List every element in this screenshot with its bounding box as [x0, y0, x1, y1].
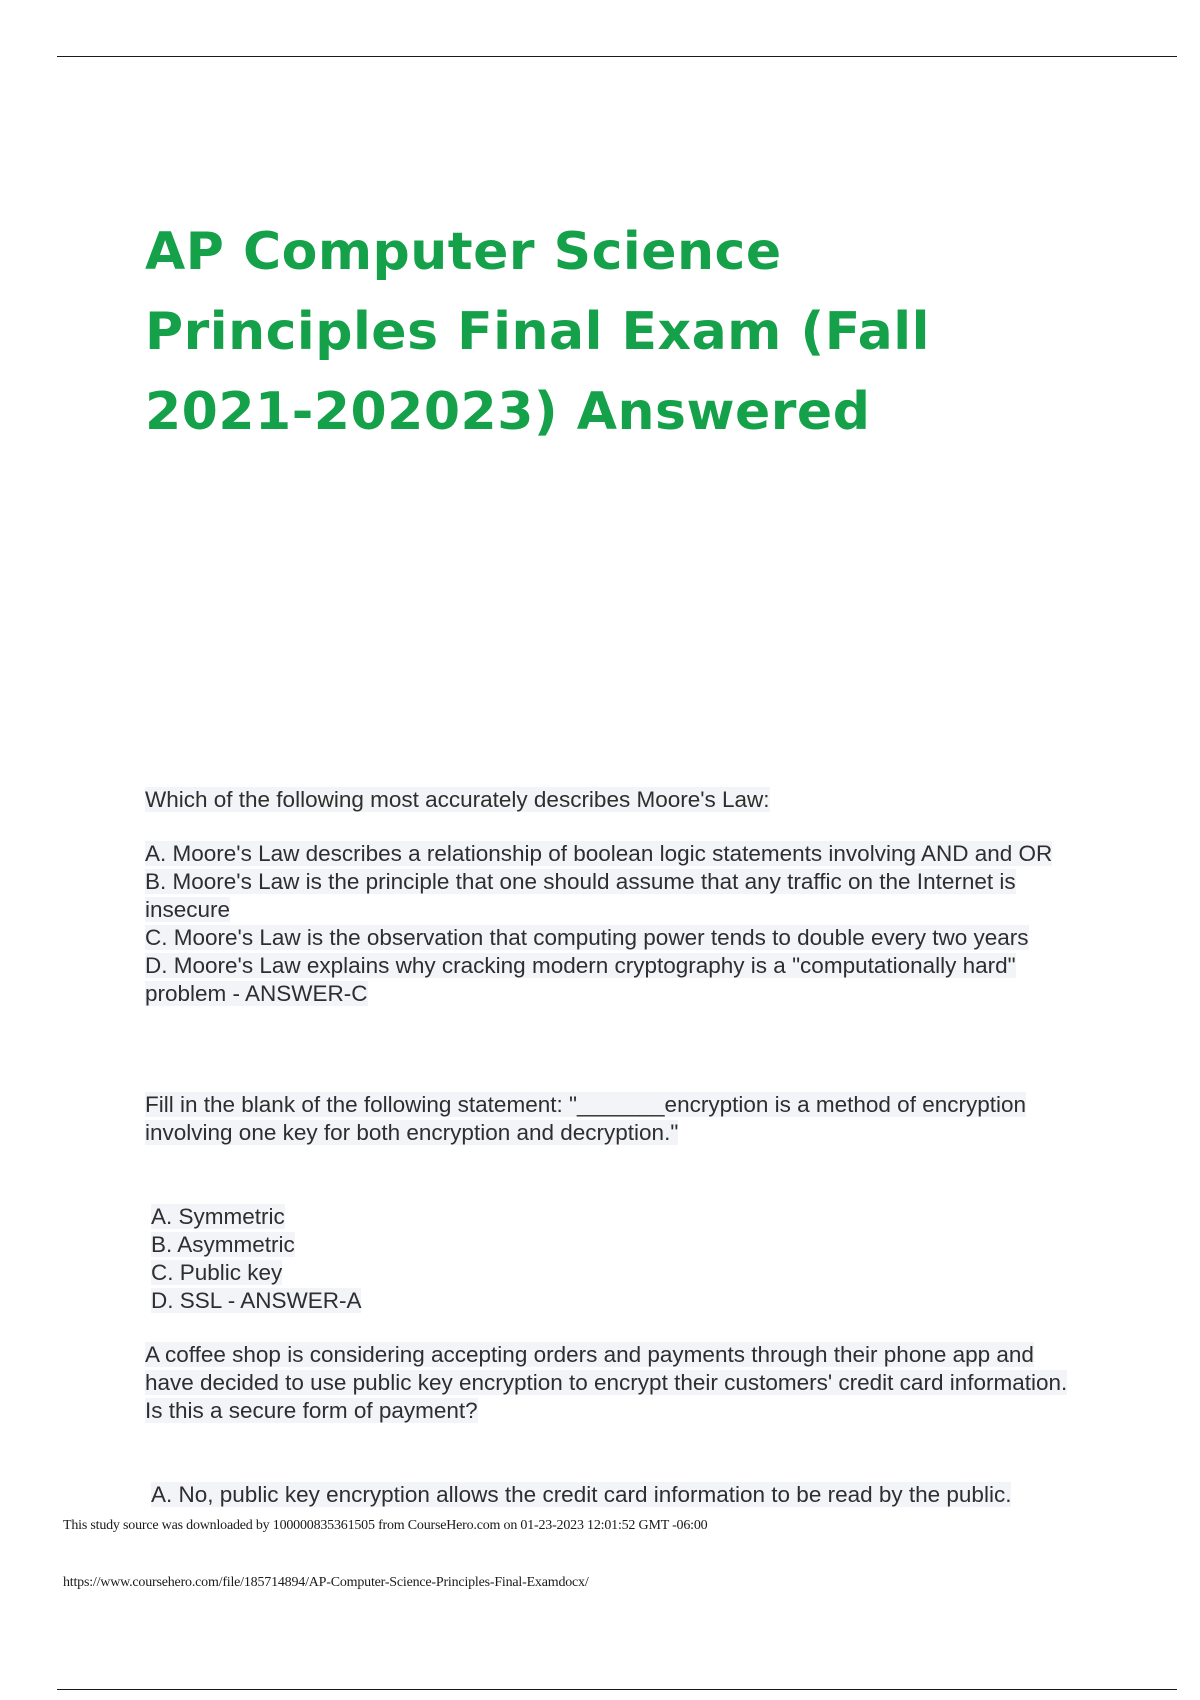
download-source-note: This study source was downloaded by 100000835361505 from CourseHero.com on 01-23-2023 12:01:52 GMT -06:00	[63, 1518, 708, 1533]
question-1-option-d: D. Moore's Law explains why cracking modern cryptography is a "computationally hard" problem - ANSWER-C	[145, 953, 1016, 1006]
question-1-text: Which of the following most accurately describes Moore's Law:	[145, 787, 770, 812]
question-1-option-c: C. Moore's Law is the observation that computing power tends to double every two years	[145, 925, 1029, 950]
question-2-option-b: B. Asymmetric	[151, 1232, 295, 1257]
question-2-option-c: C. Public key	[151, 1260, 283, 1285]
question-1-option-b: B. Moore's Law is the principle that one should assume that any traffic on the Internet is insecure	[145, 869, 1016, 922]
question-3	[145, 1341, 1075, 1425]
question-2-text: Fill in the blank of the following statement: "_______encryption is a method of encryption involving one key for both encryption and decryption."	[145, 1092, 1027, 1145]
question-2-options	[145, 1203, 1095, 1315]
question-2-option-a: A. Symmetric	[151, 1204, 285, 1229]
document-title: AP Computer Science Principles Final Exam (Fall 2021-202023) Answered	[145, 222, 930, 442]
top-rule	[57, 56, 1177, 57]
question-1-option-a: A. Moore's Law describes a relationship of boolean logic statements involving AND and OR	[145, 841, 1053, 866]
question-3-options	[145, 1481, 1145, 1509]
question-1	[145, 786, 1095, 814]
question-3-text: A coffee shop is considering accepting orders and payments through their phone app and have decided to use public key encryption to encrypt their customers' credit card information. Is this a secure form of payment?	[145, 1342, 1068, 1423]
source-url[interactable]: https://www.coursehero.com/file/185714894/AP-Computer-Science-Principles-Final-Examdocx/	[63, 1575, 589, 1590]
question-2	[145, 1091, 1090, 1147]
question-1-options	[145, 840, 1090, 1008]
question-2-option-d: D. SSL - ANSWER-A	[151, 1288, 362, 1313]
bottom-rule	[57, 1689, 1177, 1690]
question-3-option-a: A. No, public key encryption allows the credit card information to be read by the public.	[151, 1482, 1012, 1507]
